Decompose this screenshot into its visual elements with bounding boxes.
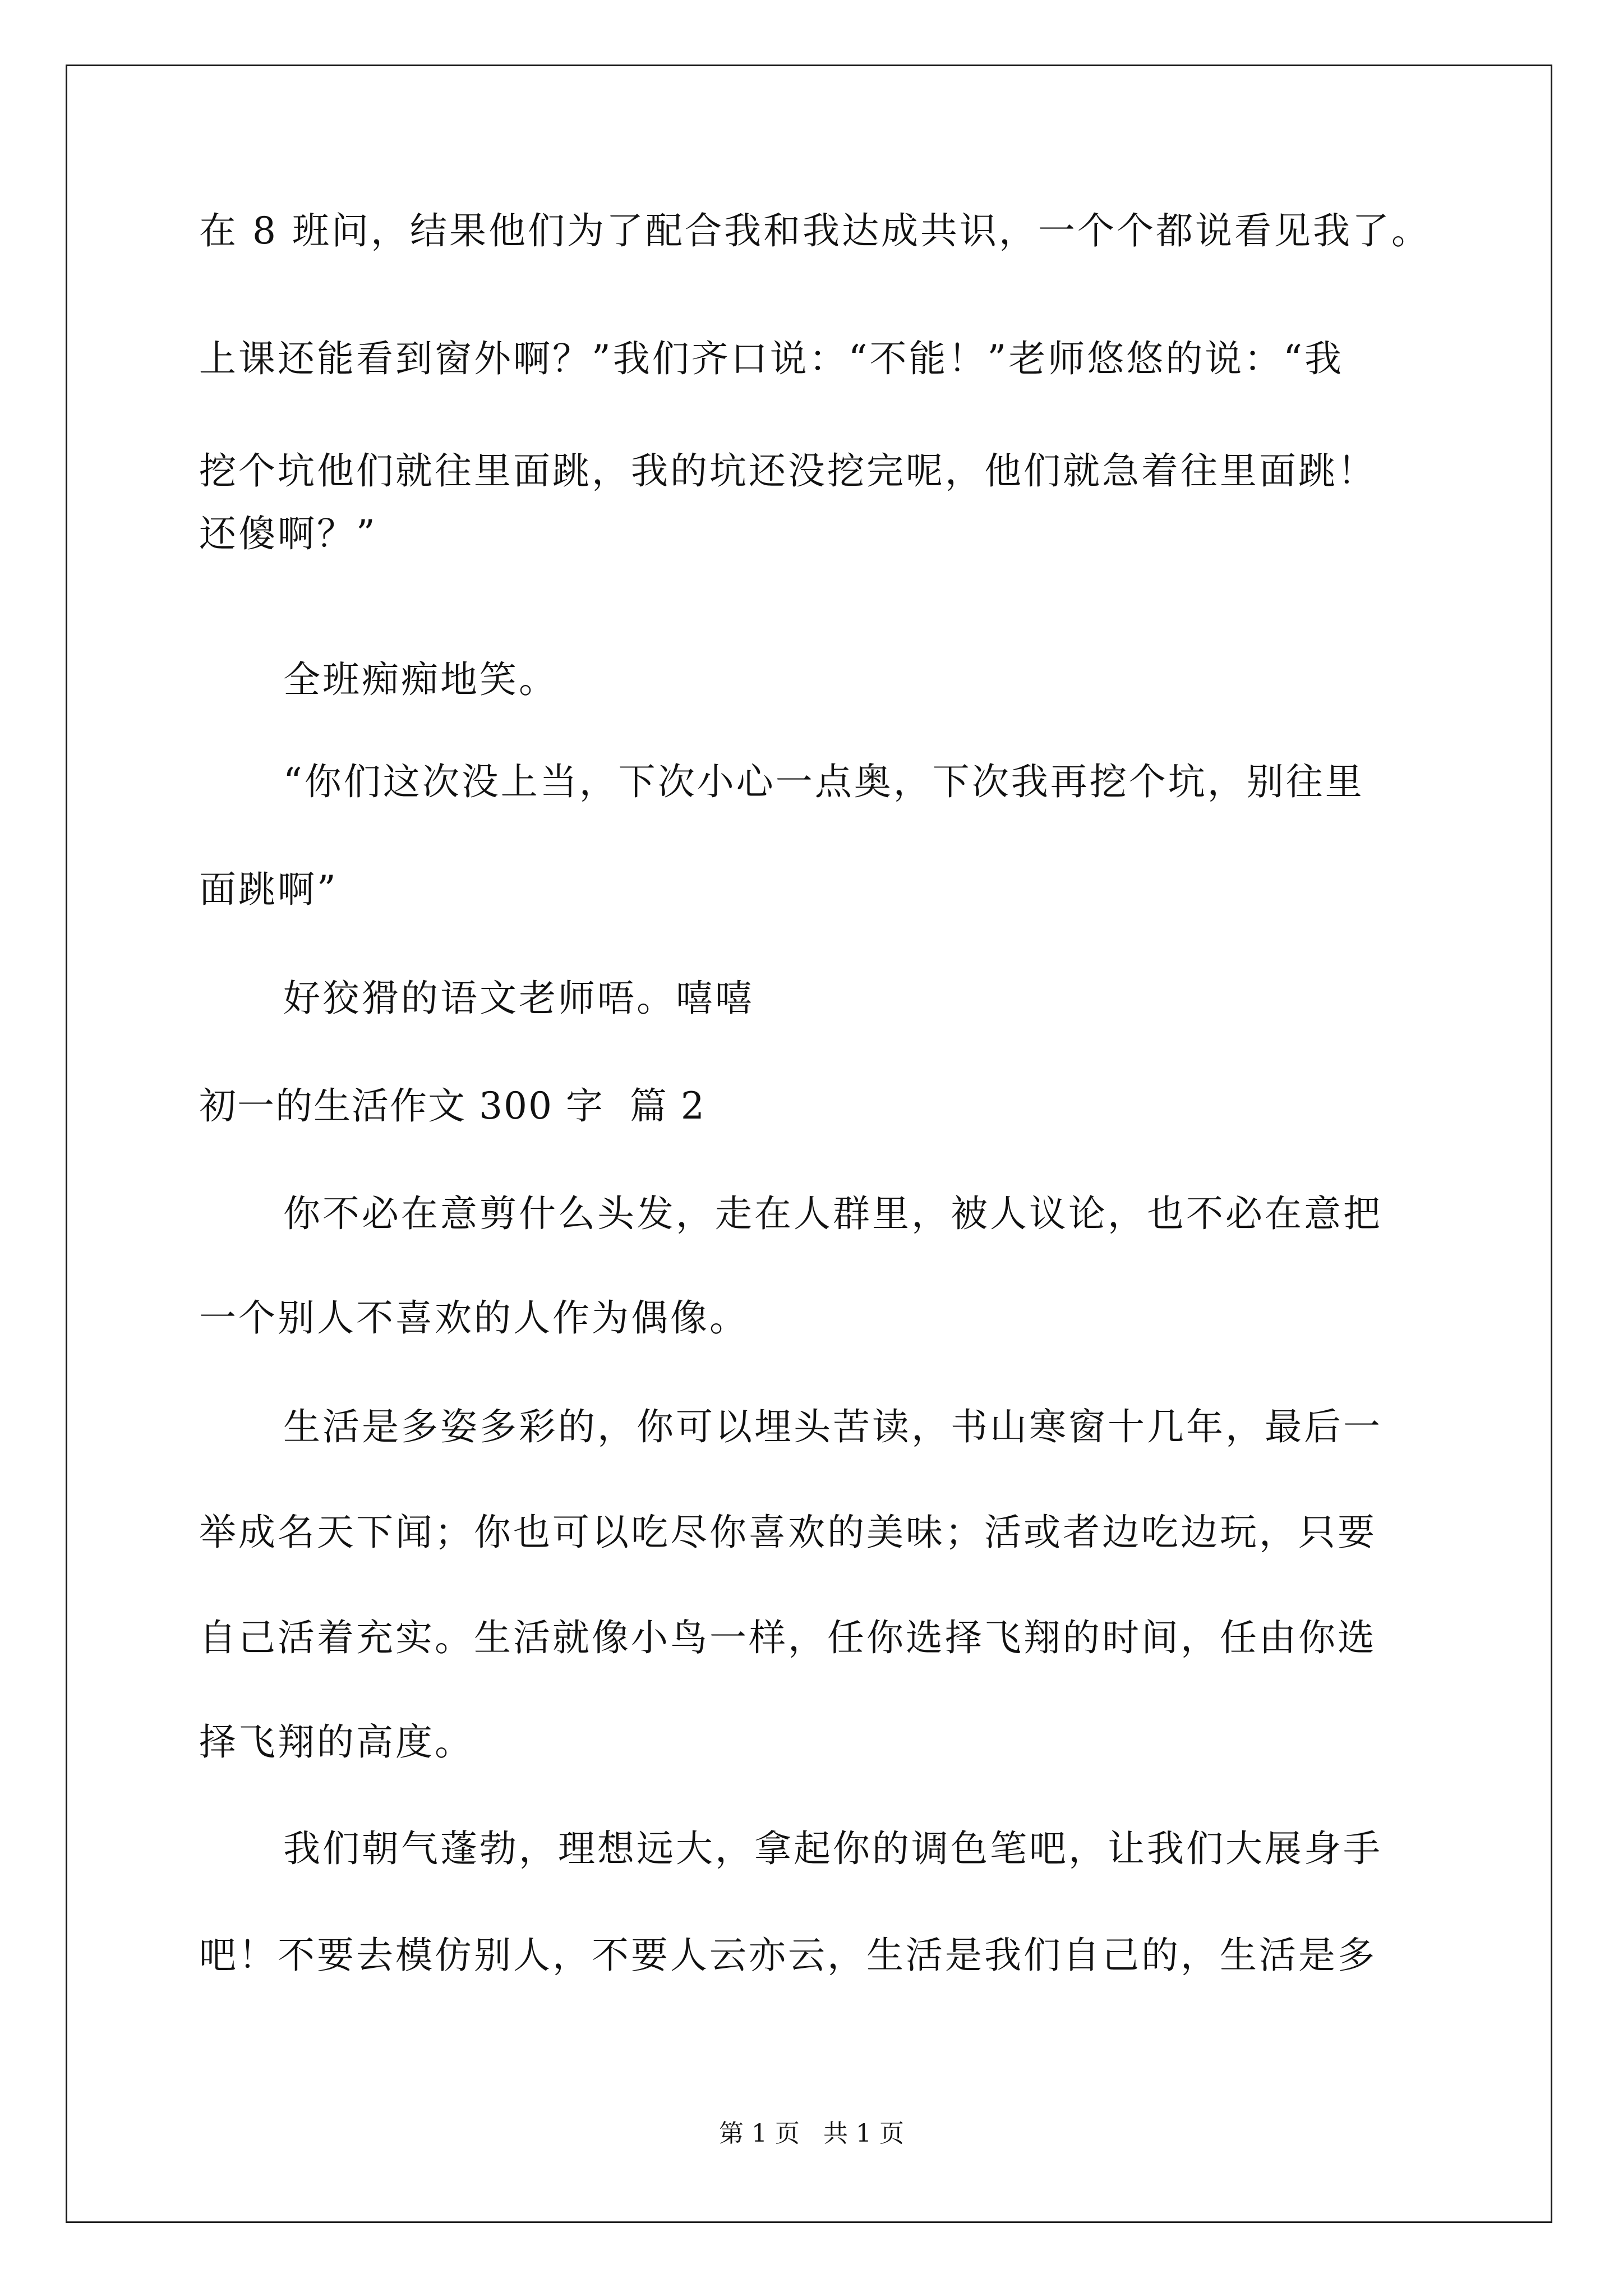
text-line: 上课还能看到窗外啊？”我们齐口说：“不能！”老师悠悠的说：“我 — [199, 337, 1344, 380]
text-line: 面跳啊” — [199, 868, 338, 911]
text-line: 自己活着充实。生活就像小鸟一样，任你选择飞翔的时间，任由你选 — [199, 1616, 1377, 1659]
text-line: 挖个坑他们就往里面跳，我的坑还没挖完呢，他们就急着往里面跳！ — [199, 449, 1377, 493]
text-line: 我们朝气蓬勃，理想远大，拿起你的调色笔吧，让我们大展身手 — [283, 1827, 1382, 1870]
text-line: 你不必在意剪什么头发，走在人群里，被人议论，也不必在意把 — [283, 1192, 1382, 1235]
page-footer: 第 1 页 共 1 页 — [719, 2119, 904, 2148]
text-line: 吧！不要去模仿别人，不要人云亦云，生活是我们自己的，生活是多 — [199, 1934, 1377, 1977]
text-line: 举成名天下闻；你也可以吃尽你喜欢的美味；活或者边吃边玩，只要 — [199, 1511, 1377, 1554]
text-line: 一个别人不喜欢的人作为偶像。 — [199, 1296, 749, 1340]
text-line: 还傻啊？” — [199, 512, 377, 555]
text-line: 在 8 班问，结果他们为了配合我和我达成共识，一个个都说看见我了。 — [199, 209, 1431, 252]
text-line: 好狡猾的语文老师唔。嘻嘻 — [283, 977, 754, 1020]
page-border — [66, 65, 1552, 2223]
text-line: “你们这次没上当，下次小心一点奥，下次我再挖个坑，别往里 — [283, 760, 1364, 803]
text-line: 择飞翔的高度。 — [199, 1720, 474, 1764]
text-line: 生活是多姿多彩的，你可以埋头苦读，书山寒窗十几年，最后一 — [283, 1405, 1382, 1448]
text-line: 全班痴痴地笑。 — [283, 658, 558, 701]
section-heading: 初一的生活作文 300 字 篇 2 — [199, 1084, 706, 1128]
